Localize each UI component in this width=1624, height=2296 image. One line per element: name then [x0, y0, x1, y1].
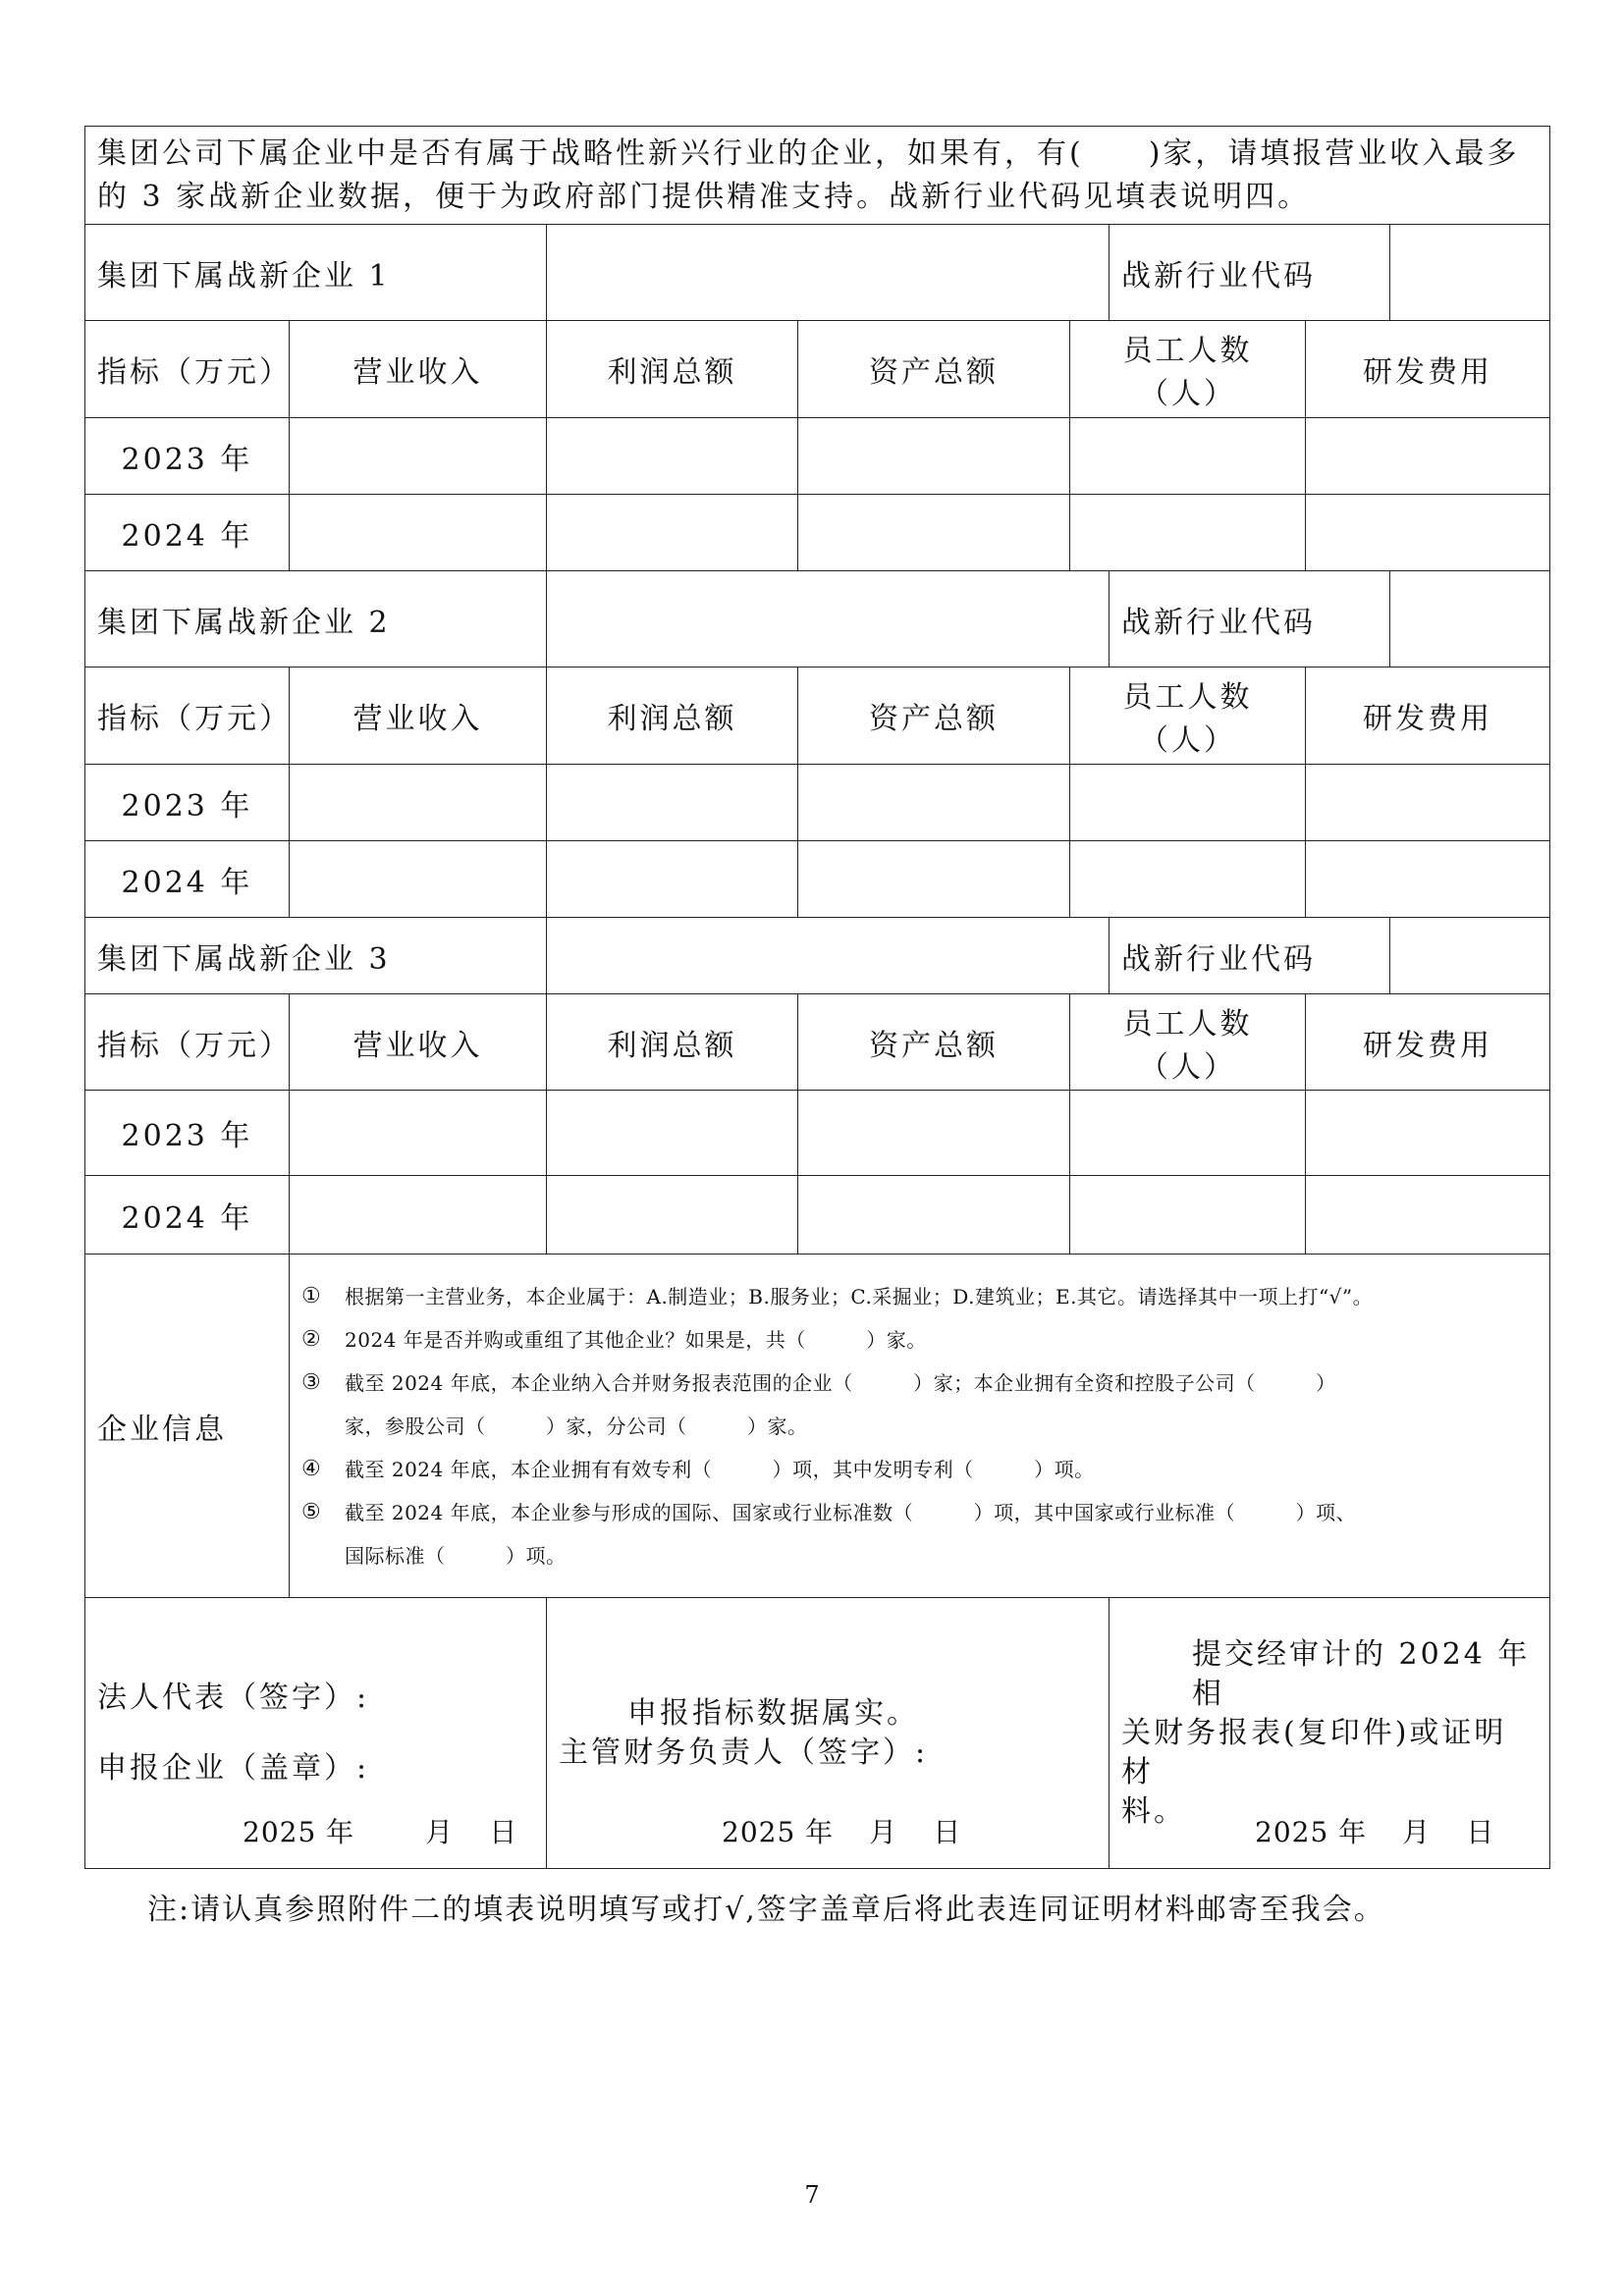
employees-cell[interactable] — [1070, 1091, 1306, 1176]
enterprise-2-label: 集团下属战新企业 2 — [85, 571, 547, 667]
data-true-statement: 申报指标数据属实。 — [627, 1695, 919, 1731]
applicant-seal-label: 申报企业（盖章）: — [97, 1750, 370, 1786]
circled-number: ① — [301, 1283, 322, 1308]
revenue-cell[interactable] — [290, 841, 547, 918]
assets-cell[interactable] — [798, 495, 1070, 571]
rd-cell[interactable] — [1306, 1091, 1550, 1176]
page-number: 7 — [804, 2181, 820, 2209]
info-item-2 — [301, 1318, 1538, 1362]
year-2024-label: 2024 年 — [85, 495, 290, 571]
finance-head-date — [722, 1811, 961, 1850]
circled-number: ② — [301, 1326, 322, 1352]
year-2023-label: 2023 年 — [85, 765, 290, 841]
employees-cell[interactable] — [1070, 1176, 1306, 1255]
rd-cell[interactable] — [1306, 1176, 1550, 1255]
enterprise-2-name-field[interactable] — [547, 571, 1110, 667]
info-items — [290, 1255, 1550, 1598]
date-month: 月 — [1402, 1816, 1432, 1848]
footnote: 注:请认真参照附件二的填表说明填写或打√,签字盖章后将此表连同证明材料邮寄至我会。 — [147, 1893, 1385, 1927]
year-2024-label: 2024 年 — [85, 841, 290, 918]
profit-cell[interactable] — [547, 765, 798, 841]
date-month: 月 — [869, 1816, 898, 1848]
header-revenue: 营业收入 — [290, 994, 547, 1091]
assets-cell[interactable] — [798, 418, 1070, 495]
employees-cell[interactable] — [1070, 495, 1306, 571]
header-revenue: 营业收入 — [290, 667, 547, 765]
employees-cell[interactable] — [1070, 765, 1306, 841]
assets-cell[interactable] — [798, 765, 1070, 841]
rd-cell[interactable] — [1306, 495, 1550, 571]
header-profit: 利润总额 — [547, 321, 798, 418]
date-day: 日 — [933, 1816, 962, 1848]
info-text: 截至 2024 年底，本企业参与形成的国际、国家或行业标准数（ ）项，其中国家或行业标准（ ）项、 — [345, 1500, 1357, 1524]
legal-rep-date — [243, 1811, 517, 1850]
header-rd: 研发费用 — [1306, 321, 1550, 418]
header-assets: 资产总额 — [798, 321, 1070, 418]
revenue-cell[interactable] — [290, 495, 547, 571]
audited-reports-date — [1255, 1811, 1494, 1850]
year-2023-label: 2023 年 — [85, 1091, 290, 1176]
header-employees: 员工人数（人） — [1070, 994, 1306, 1091]
profit-cell[interactable] — [547, 1091, 798, 1176]
date-year: 2025 年 — [722, 1816, 835, 1848]
rd-cell[interactable] — [1306, 841, 1550, 918]
profit-cell[interactable] — [547, 841, 798, 918]
header-employees: 员工人数（人） — [1070, 321, 1306, 418]
enterprise-1-label: 集团下属战新企业 1 — [85, 225, 547, 321]
info-text: 2024 年是否并购或重组了其他企业？如果是，共（ ）家。 — [345, 1327, 927, 1352]
info-item-3 — [301, 1362, 1538, 1448]
employees-cell[interactable] — [1070, 418, 1306, 495]
circled-number: ③ — [301, 1369, 322, 1395]
rd-cell[interactable] — [1306, 765, 1550, 841]
enterprise-3-label: 集团下属战新企业 3 — [85, 918, 547, 994]
date-day: 日 — [1466, 1816, 1495, 1848]
profit-cell[interactable] — [547, 495, 798, 571]
signature-legal-rep[interactable] — [85, 1598, 547, 1869]
audited-reports-note-1: 提交经审计的 2024 年相 — [1192, 1636, 1531, 1711]
assets-cell[interactable] — [798, 1091, 1070, 1176]
info-text: 根据第一主营业务，本企业属于：A.制造业；B.服务业；C.采掘业；D.建筑业；E.其它。请选择其中一项上打“√”。 — [345, 1284, 1374, 1308]
header-rd: 研发费用 — [1306, 667, 1550, 765]
header-profit: 利润总额 — [547, 667, 798, 765]
enterprise-3-code-field[interactable] — [1390, 918, 1550, 994]
info-item-5 — [301, 1491, 1538, 1577]
header-profit: 利润总额 — [547, 994, 798, 1091]
header-revenue: 营业收入 — [290, 321, 547, 418]
info-text: 家，参股公司（ ）家，分公司（ ）家。 — [345, 1414, 808, 1438]
revenue-cell[interactable] — [290, 1176, 547, 1255]
enterprise-1-code-field[interactable] — [1390, 225, 1550, 321]
enterprise-1-name-field[interactable] — [547, 225, 1110, 321]
info-text: 截至 2024 年底，本企业纳入合并财务报表范围的企业（ ）家；本企业拥有全资和控股子公司（ ） — [345, 1370, 1336, 1395]
finance-head-label: 主管财务负责人（签字）: — [559, 1735, 929, 1770]
year-2023-label: 2023 年 — [85, 418, 290, 495]
header-indicator: 指标（万元） — [85, 994, 290, 1091]
legal-rep-label: 法人代表（签字）: — [97, 1680, 370, 1715]
enterprise-2-code-label: 战新行业代码 — [1110, 571, 1390, 667]
circled-number: ⑤ — [301, 1499, 322, 1524]
year-2024-label: 2024 年 — [85, 1176, 290, 1255]
info-item-1 — [301, 1275, 1538, 1318]
enterprise-3-name-field[interactable] — [547, 918, 1110, 994]
header-indicator: 指标（万元） — [85, 321, 290, 418]
signature-finance-head[interactable] — [547, 1598, 1110, 1869]
info-text: 国际标准（ ）项。 — [345, 1543, 567, 1568]
intro-line-1: 集团公司下属企业中是否有属于战略性新兴行业的企业，如果有，有( )家，请填报营业收入最多 — [97, 135, 1520, 171]
info-item-4 — [301, 1448, 1538, 1491]
date-year: 2025 年 — [243, 1816, 355, 1848]
header-rd: 研发费用 — [1306, 994, 1550, 1091]
header-assets: 资产总额 — [798, 994, 1070, 1091]
enterprise-2-code-field[interactable] — [1390, 571, 1550, 667]
profit-cell[interactable] — [547, 418, 798, 495]
revenue-cell[interactable] — [290, 1091, 547, 1176]
header-assets: 资产总额 — [798, 667, 1070, 765]
revenue-cell[interactable] — [290, 418, 547, 495]
enterprise-1-code-label: 战新行业代码 — [1110, 225, 1390, 321]
assets-cell[interactable] — [798, 1176, 1070, 1255]
date-year: 2025 年 — [1255, 1816, 1368, 1848]
enterprise-form-table — [84, 126, 1550, 1869]
circled-number: ④ — [301, 1456, 322, 1481]
intro-text — [85, 127, 1550, 225]
header-employees: 员工人数（人） — [1070, 667, 1306, 765]
header-indicator: 指标（万元） — [85, 667, 290, 765]
intro-line-2: 的 3 家战新企业数据，便于为政府部门提供精准支持。战新行业代码见填表说明四。 — [97, 179, 1311, 214]
audited-reports-note-2: 关财务报表(复印件)或证明材 — [1121, 1715, 1507, 1789]
profit-cell[interactable] — [547, 1176, 798, 1255]
date-day: 日 — [489, 1816, 518, 1848]
info-text: 截至 2024 年底，本企业拥有有效专利（ ）项，其中发明专利（ ）项。 — [345, 1457, 1095, 1481]
enterprise-3-code-label: 战新行业代码 — [1110, 918, 1390, 994]
info-label: 企业信息 — [85, 1255, 290, 1598]
assets-cell[interactable] — [798, 841, 1070, 918]
signature-audited-reports[interactable] — [1110, 1598, 1550, 1869]
date-month: 月 — [425, 1816, 455, 1848]
rd-cell[interactable] — [1306, 418, 1550, 495]
employees-cell[interactable] — [1070, 841, 1306, 918]
audited-reports-note-3: 料。 — [1121, 1793, 1186, 1829]
revenue-cell[interactable] — [290, 765, 547, 841]
